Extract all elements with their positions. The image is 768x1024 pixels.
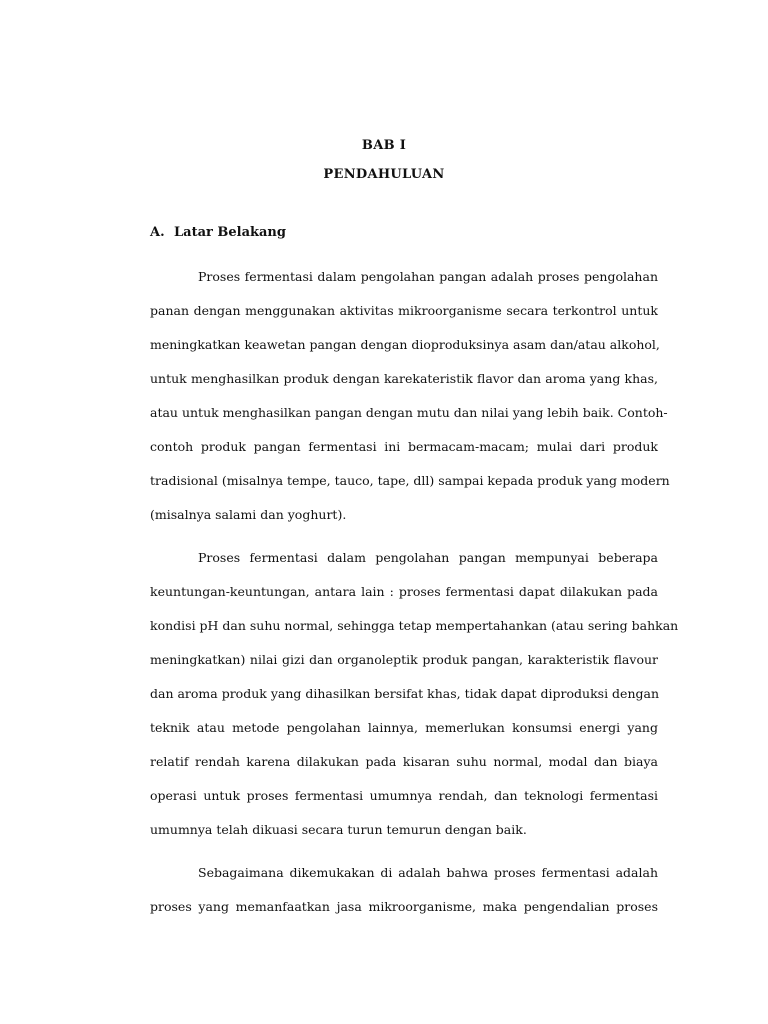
text-line: meningkatkan keawetan pangan dengan dioproduksinya asam dan/atau alkohol,: [150, 337, 660, 352]
text-line: atau untuk menghasilkan pangan dengan mutu dan nilai yang lebih baik. Contoh-: [150, 405, 668, 420]
text-line: kondisi pH dan suhu normal, sehingga tetap mempertahankan (atau sering bahkan: [150, 618, 679, 633]
text-line: panan dengan menggunakan aktivitas mikroorganisme secara terkontrol untuk: [150, 303, 658, 318]
section-heading: [150, 225, 286, 240]
text-line: Proses fermentasi dalam pengolahan pangan mempunyai beberapa: [198, 550, 658, 565]
text-line: contoh produk pangan fermentasi ini bermacam-macam; mulai dari produk: [150, 439, 658, 454]
chapter-number: BAB I: [361, 138, 407, 153]
text-line: umumnya telah dikuasi secara turun temurun dengan baik.: [150, 822, 527, 837]
text-line: dan aroma produk yang dihasilkan bersifat khas, tidak dapat diproduksi dengan: [150, 686, 660, 701]
text-line: relatif rendah karena dilakukan pada kisaran suhu normal, modal dan biaya: [150, 754, 658, 769]
text-line: keuntungan-keuntungan, antara lain : proses fermentasi dapat dilakukan pada: [150, 584, 658, 599]
text-line: tradisional (misalnya tempe, tauco, tape, dll) sampai kepada produk yang modern: [150, 473, 670, 488]
section-title: Latar Belakang: [174, 225, 286, 240]
text-line: meningkatkan) nilai gizi dan organoleptik produk pangan, karakteristik flavour: [150, 652, 658, 667]
text-line: teknik atau metode pengolahan lainnya, memerlukan konsumsi energi yang: [150, 720, 658, 735]
section-number: A.: [150, 225, 165, 240]
text-line: (misalnya salami dan yoghurt).: [150, 507, 347, 522]
text-line: proses yang memanfaatkan jasa mikroorganisme, maka pengendalian proses: [150, 899, 658, 914]
chapter-title: PENDAHULUAN: [323, 167, 445, 182]
text-line: Proses fermentasi dalam pengolahan pangan adalah proses pengolahan: [198, 269, 658, 284]
text-line: Sebagaimana dikemukakan di adalah bahwa proses fermentasi adalah: [198, 865, 658, 880]
text-line: untuk menghasilkan produk dengan karekateristik flavor dan aroma yang khas,: [150, 371, 658, 386]
text-line: operasi untuk proses fermentasi umumnya rendah, dan teknologi fermentasi: [150, 788, 658, 803]
